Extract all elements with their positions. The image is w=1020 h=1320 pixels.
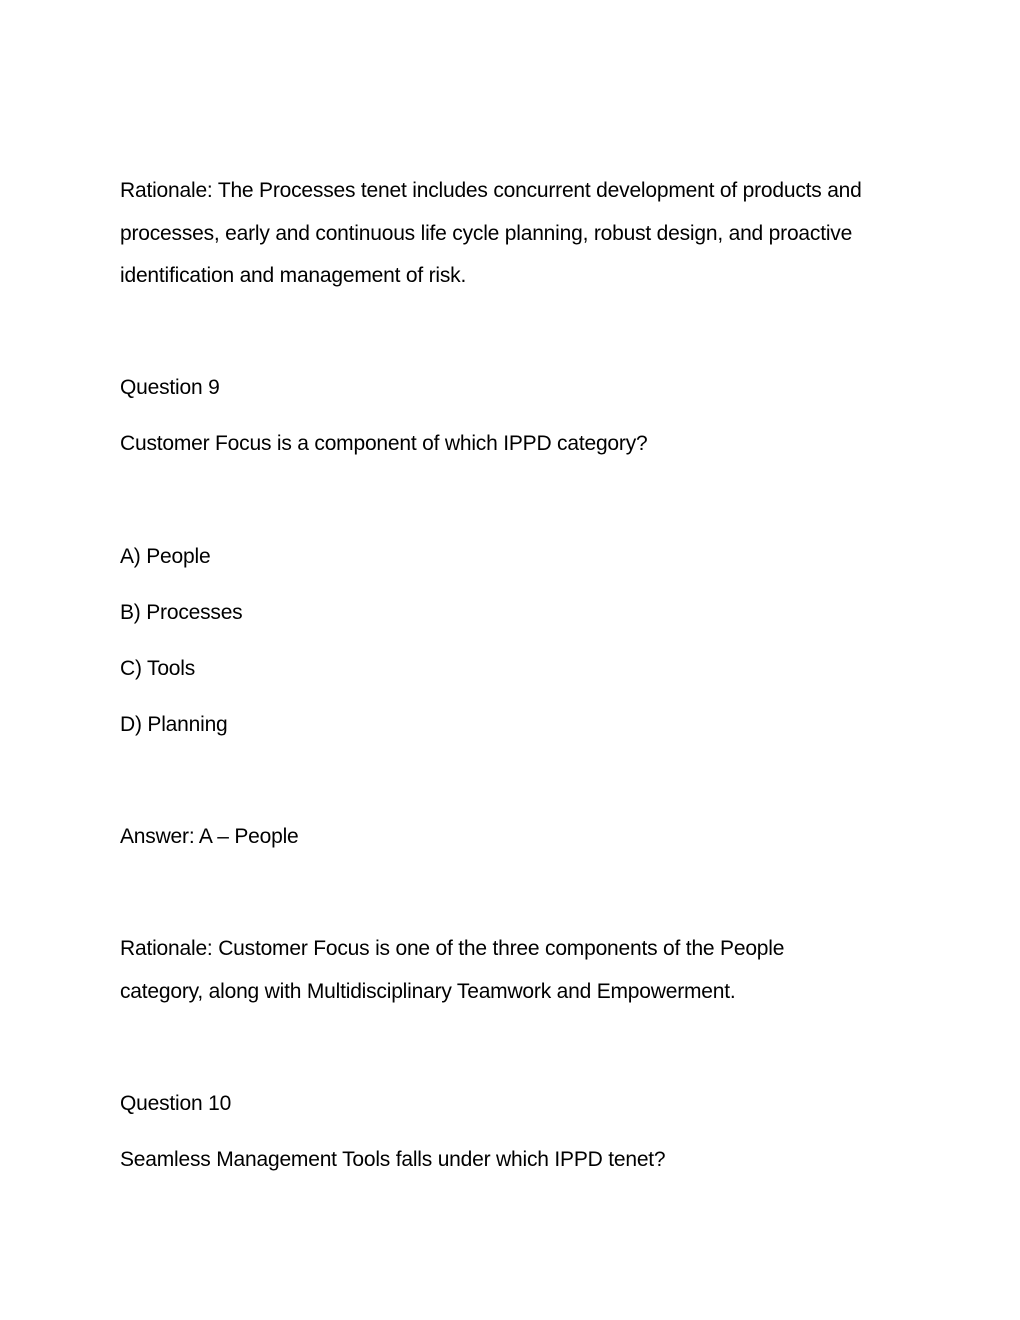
answer-line: Answer: A – People (120, 825, 299, 848)
option-d: D) Planning (120, 713, 228, 736)
question-10-prompt: Seamless Management Tools falls under which IPPD tenet? (120, 1148, 666, 1171)
rationale-9-line-1: Rationale: Customer Focus is one of the three components of the People (120, 937, 785, 960)
rationale-9-line-2: category, along with Multidisciplinary Teamwork and Empowerment. (120, 980, 736, 1003)
option-b: B) Processes (120, 601, 243, 624)
rationale-line-1: Rationale: The Processes tenet includes concurrent development of products and (120, 179, 862, 202)
option-c: C) Tools (120, 657, 196, 680)
question-9-heading: Question 9 (120, 376, 220, 399)
question-9-prompt: Customer Focus is a component of which IPPD category? (120, 432, 648, 455)
question-10-heading: Question 10 (120, 1092, 232, 1115)
rationale-line-2: processes, early and continuous life cycle planning, robust design, and proactive (120, 222, 853, 245)
option-a: A) People (120, 545, 211, 568)
rationale-line-3: identification and management of risk. (120, 264, 467, 287)
